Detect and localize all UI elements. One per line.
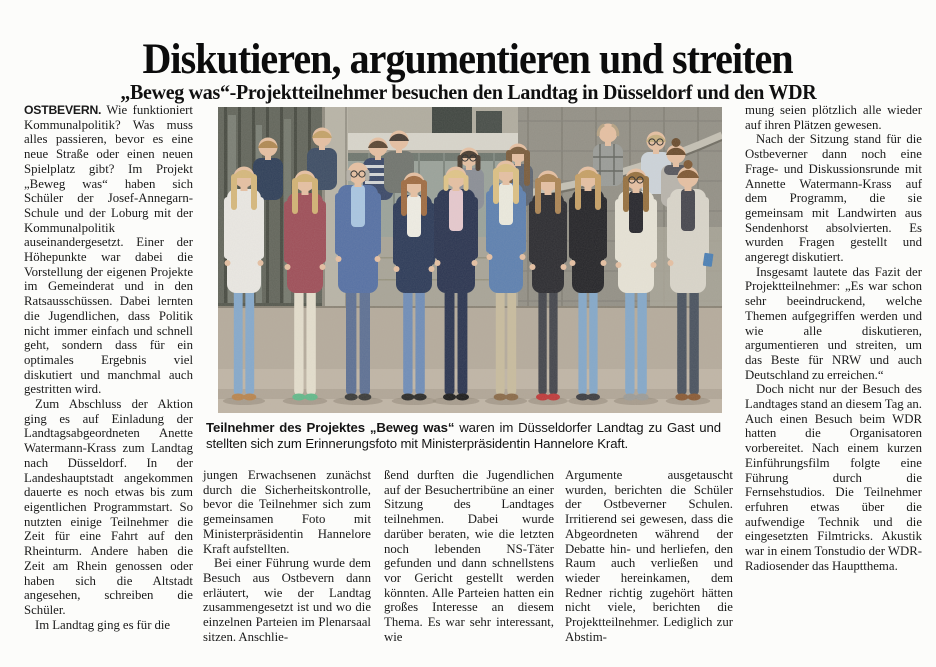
dateline-ostbevern: OSTBEVERN. — [24, 103, 102, 117]
article-column-4 — [565, 468, 733, 644]
article-column-2 — [203, 468, 371, 644]
article-headline: Diskutieren, argumentieren und streiten — [142, 35, 794, 83]
article-paragraph: Nach der Sitzung stand für die Ostbeverner dann noch eine Frage- und Diskussionsrunde mit Annette Watermann-Krass auf dem Programm, die sie gemeinsam mit Landwirten aus Sendenhorst absolvierten. Es wurden Fragen gestellt und angeregt diskutiert. — [745, 132, 922, 265]
photo-caption-lead: Teilnehmer des Projektes „Beweg was“ — [206, 420, 455, 435]
photo-caption — [206, 420, 721, 451]
article-subheadline: „Beweg was“-Projektteilnehmer besuchen den Landtag in Düsseldorf und den WDR — [119, 80, 817, 105]
group-photo-illustration — [218, 107, 722, 413]
article-paragraph: Zum Abschluss der Aktion ging es auf Einladung der Landtagsabgeordneten Anette Watermann-Krass zum Landtag nach Düsseldorf. In der Landeshauptstadt angekommen dauerte es noch etwas bis zum eigentlichen Programmstart. So nutzten einige Teilnehmer die Zeit für eine Fahrt auf den Rheinturm. Andere haben die Zeit am Rhein genossen oder haben sich die Altstadt angesehen, schreiben die Schüler. — [24, 397, 193, 617]
article-paragraph: mung seien plötzlich alle wieder auf ihren Plätzen gewesen. — [745, 103, 922, 132]
article-paragraph: Doch nicht nur der Besuch des Landtages stand an diesem Tag an. Auch einen Besuch beim WDR hatten die Organisatoren vorbereitet. Nach einem kurzen Einführungsfilm folgte eine Führung durch die Fernsehstudios. Die Teilnehmer erfuhren etwas über die aufwendige Technik und die eingesetzten Filmtricks. Akustik war in einem Tonstudio der WDR-Radiosender das Hauptthema. — [745, 382, 922, 573]
article-paragraph: jungen Erwachsenen zunächst durch die Sicherheitskontrolle, bevor die Teilnehmer sich zum gemeinsamen Foto mit Ministerpräsidentin Hannelore Kraft aufstellten. — [203, 468, 371, 556]
article-paragraph: OSTBEVERN. Wie funktioniert Kommunalpolitik? Was muss alles passieren, bevor es eine neue Straße oder einen neuen Spielplatz gibt? Im Projekt „Beweg was“ haben sich Schüler der Josef-Annegarn-Schule und der Loburg mit der Kommunalpolitik auseinandergesetzt. Einer der Höhepunkte war dabei die Vorstellung der eigenen Projekte im Gemeinderat und in den Ratsausschüssen. Dabei lernten die Jugendlichen, dass Politik nicht immer einfach und schnell geht, sondern dass für ein optimales Ergebnis viel diskutiert und manchmal auch gestritten wird. — [24, 103, 193, 397]
photo-grain-overlay — [218, 107, 722, 413]
article-paragraph: Insgesamt lautete das Fazit der Projektteilnehmer: „Es war schon sehr beeindruckend, welche Themen aufgegriffen werden und wie alle diskutieren, argumentieren und streiten, um das Beste für NRW und auch Deutschland zu erreichen.“ — [745, 264, 922, 382]
article-paragraph: Argumente ausgetauscht wurden, berichten die Schüler der Ostbeverner Schulen. Irritierend sei gewesen, dass die Abgeordneten während der Debatte hin- und herliefen, den Raum auch verließen und wieder hereinkamen, dem Redner richtig zugehört hätten nicht viele, berichten die Projektteilnehmer. Lediglich zur Abstim- — [565, 468, 733, 644]
article-paragraph: Bei einer Führung wurde dem Besuch aus Ostbevern dann erläutert, wie der Landtag zusammengesetzt ist und wo die einzelnen Parteien im Plenarsaal sitzen. Anschlie- — [203, 556, 371, 644]
article-photo — [218, 107, 722, 413]
article-paragraph: Im Landtag ging es für die — [35, 617, 171, 632]
article-column-3 — [384, 468, 554, 644]
article-paragraph: ßend durften die Jugendlichen auf der Besuchertribüne an einer Sitzung des Landtages teilnehmen. Dabei wurde darüber beraten, wie die letzten noch lebenden NS-Täter gefunden und dann schnellstens vor Gericht gestellt werden könnten. Alle Parteien hatten ein großes Interesse an diesem Thema. Es war sehr interessant, wie — [384, 468, 554, 644]
article-column-5 — [745, 103, 922, 574]
photo-caption-text: waren im Düsseldorfer Landtag zu Gast und stellten sich zum Erinnerungsfoto mit Ministerpräsidentin Hannelore Kraft. — [206, 420, 721, 451]
article-column-1 — [24, 103, 193, 632]
